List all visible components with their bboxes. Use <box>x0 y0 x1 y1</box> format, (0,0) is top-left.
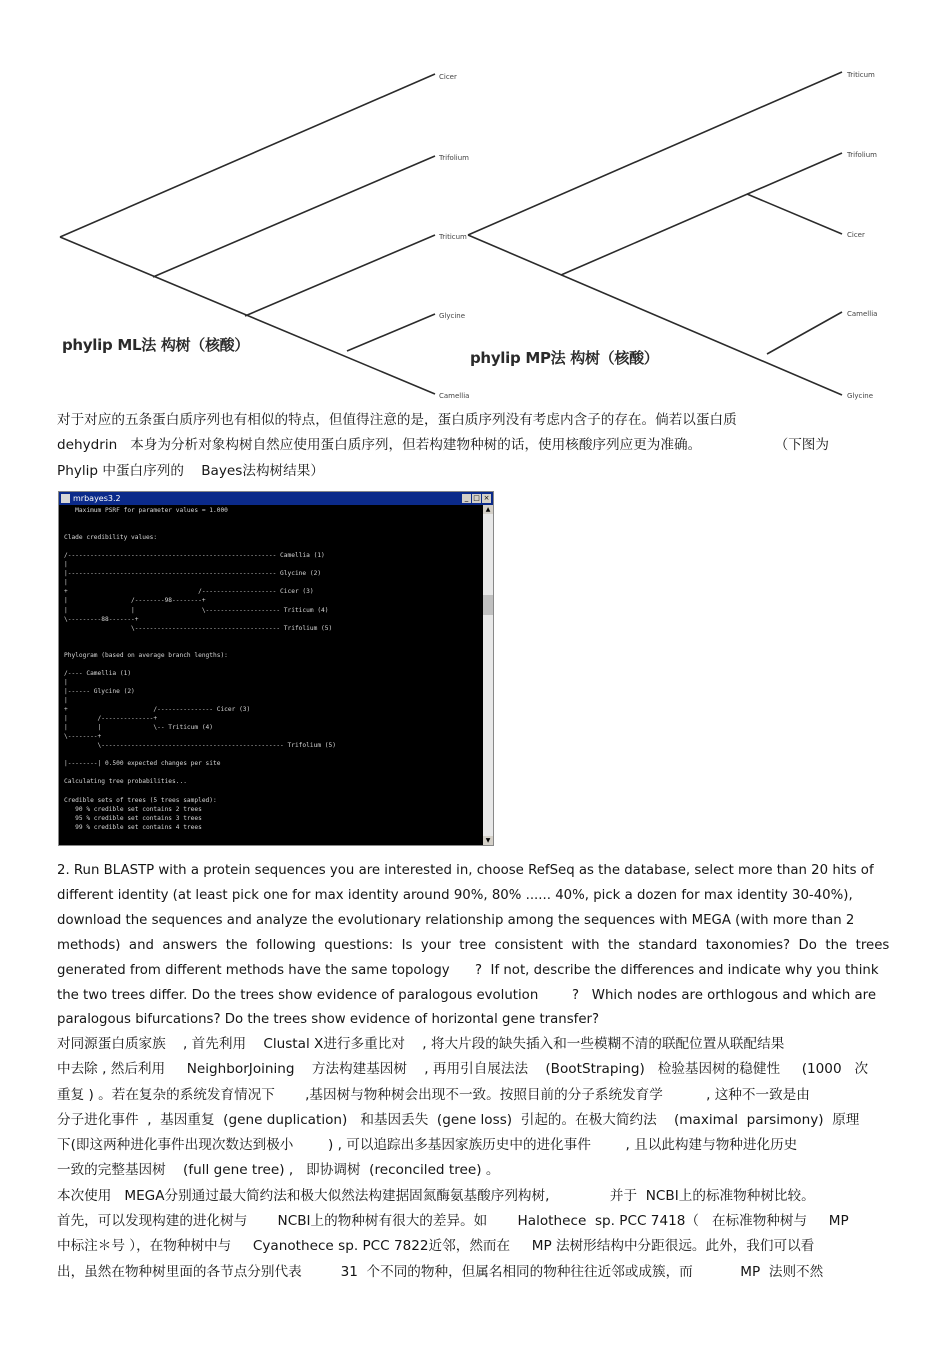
ml-branch <box>347 314 435 351</box>
console-line: \------------------------------------------------- Trifolium (5) <box>64 742 336 750</box>
text-line: Phylip 中蛋白序列的 Bayes法构树结果） <box>57 462 324 479</box>
mp-taxon-label: Trifolium <box>847 151 877 159</box>
console-line: + /--------------- Cicer (3) <box>64 706 251 714</box>
console-line: Phylogram (based on average branch lengths): <box>64 651 228 659</box>
paragraph-question-2 <box>57 859 891 1033</box>
text-line: different identity (at least pick one for max identity around 90%, 80% ...... 40%, pick a dozen for max identity 30-40%), <box>57 887 853 903</box>
app-icon <box>61 494 70 503</box>
console-line: \--------------------------------------- Trifolium (5) <box>64 624 333 632</box>
console-line: /-------------------------------------------------------- Camellia (1) <box>64 552 325 560</box>
mp-branch <box>767 312 842 354</box>
mp-tree-caption: phylip MP法 构树（核酸） <box>470 349 659 367</box>
paragraph-answer <box>57 1032 891 1285</box>
text-line: paralogous bifurcations? Do the trees show evidence of horizontal gene transfer? <box>57 1012 600 1028</box>
ml-branch <box>153 156 435 277</box>
ml-taxon-label: Glycine <box>439 312 466 320</box>
window-title: mrbayes3.2 <box>73 494 121 503</box>
console-line: | <box>64 561 68 569</box>
ml-taxon-label: Camellia <box>439 392 470 400</box>
ml-taxon-label: Triticum <box>439 233 467 241</box>
console-line: | | \-- Triticum (4) <box>64 724 214 732</box>
console-line: |--------| 0.500 expected changes per site <box>64 760 221 768</box>
mp-taxon-label: Cicer <box>847 231 865 239</box>
ml-taxon-label: Trifolium <box>439 154 469 162</box>
text-line: 2. Run BLASTP with a protein sequences you are interested in, choose RefSeq as the database, select more than 20 hits of <box>57 863 874 878</box>
text-line: 中标注＊号 ），在物种树中与 Cyanothece sp. PCC 7822近邻，然而在 MP 法树形结构中分距很远。此外，我们可以看 <box>57 1238 815 1255</box>
text-line: 对同源蛋白质家族 , 首先利用 Clustal X进行多重比对 , 将大片段的缺失插入和一些模糊不清的联配位置从联配结果 <box>57 1036 785 1052</box>
minimize-button[interactable]: _ <box>462 494 471 503</box>
text-line: dehydrin 本身为分析对象构树自然应使用蛋白质序列，但若构建物种树的话，使用核酸序列应更为准确。 （下图为 <box>57 437 829 454</box>
ml-branch <box>245 235 435 316</box>
console-output <box>64 506 481 841</box>
console-line: |------ Glycine (2) <box>64 687 135 695</box>
console-line <box>64 515 481 524</box>
console-line: + /-------------------- Cicer (3) <box>64 588 314 596</box>
console-line: 90 % credible set contains 2 trees <box>64 805 202 813</box>
console-line <box>64 542 481 551</box>
mp-branch <box>468 235 842 395</box>
console-line: | | \-------------------- Triticum (4) <box>64 606 329 614</box>
console-line: | <box>64 678 68 686</box>
ml-taxon-label: Cicer <box>439 73 457 81</box>
ml-branch <box>60 74 435 237</box>
text-line: generated from different methods have the same topology ? If not, describe the differences and indicate why you think <box>57 962 879 978</box>
window-titlebar[interactable] <box>59 492 493 505</box>
console-line: | /--------------+ <box>64 715 158 723</box>
mp-branch <box>747 194 842 234</box>
console-line: Calculating tree probabilities... <box>64 778 187 786</box>
console-line: \---------88-------+ <box>64 615 139 623</box>
console-line <box>64 660 481 669</box>
console-line: Credible sets of trees (5 trees sampled): <box>64 796 217 804</box>
ml-tree-caption: phylip ML法 构树（核酸） <box>62 336 250 354</box>
text-line: 首先，可以发现构建的进化树与 NCBI上的物种树有很大的差异。如 Halothece sp. PCC 7418（ 在标准物种树与 MP <box>57 1213 849 1230</box>
mp-taxon-label: Triticum <box>847 71 875 79</box>
scroll-up-arrow-icon[interactable]: ▲ <box>483 505 493 514</box>
console-line: Clade credibility values: <box>64 534 158 542</box>
console-line: Maximum PSRF for parameter values = 1.000 <box>64 507 228 514</box>
console-line: 95 % credible set contains 3 trees <box>64 814 202 822</box>
console-line: |-------------------------------------------------------- Glycine (2) <box>64 570 322 578</box>
text-line: 本次使用 MEGA分别通过最大简约法和极大似然法构建据固氮酶氨基酸序列构树, 并于 NCBI上的标准物种树比较。 <box>57 1187 815 1204</box>
console-line <box>64 642 481 651</box>
console-line: | <box>64 696 68 704</box>
paragraph-protein-intro <box>57 408 891 484</box>
text-line: the two trees differ. Do the trees show evidence of paralogous evolution ? Which nodes are orthlogous and which are <box>57 987 877 1003</box>
mrbayes-console-window <box>58 491 494 846</box>
mp-taxon-label: Camellia <box>847 310 878 318</box>
console-line: 99 % credible set contains 4 trees <box>64 823 202 831</box>
console-line <box>64 768 481 777</box>
maximize-button[interactable]: □ <box>473 494 480 502</box>
text-line: methods) and answers the following questions: Is your tree consistent with the standard taxonomies? Do the trees <box>57 937 890 953</box>
text-line: 中去除 , 然后利用 NeighborJoining 方法构建基因树 , 再用引自展法法 (BootStraping) 检验基因树的稳健性 (1000 次 <box>57 1061 869 1078</box>
close-button[interactable]: × <box>483 494 490 502</box>
text-line: 下(即这两种进化事件出现次数达到极小 ) , 可以追踪出多基因家族历史中的进化事件 , 且以此构建与物种进化历史 <box>57 1137 798 1154</box>
scroll-down-arrow-icon[interactable]: ▼ <box>483 836 493 845</box>
console-line: | <box>64 579 68 587</box>
text-line: 对于对应的五条蛋白质序列也有相似的特点，但值得注意的是，蛋白质序列没有考虑内含子的存在。倘若以蛋白质 <box>57 412 737 428</box>
vertical-scrollbar[interactable] <box>483 505 493 845</box>
text-line: download the sequences and analyze the evolutionary relationship among the sequences with MEGA (with more than 2 <box>57 912 855 928</box>
console-line <box>64 633 481 642</box>
scroll-thumb[interactable] <box>483 595 493 615</box>
text-line: 一致的完整基因树 (full gene tree) , 即协调树 (reconciled tree) 。 <box>57 1162 500 1179</box>
text-line: 重复 ) 。若在复杂的系统发育情况下 ,基因树与物种树会出现不一致。按照目前的分子系统发育学 , 这种不一致是由 <box>57 1086 810 1103</box>
console-line <box>64 786 481 795</box>
console-line: \--------+ <box>64 733 102 741</box>
text-line: 出，虽然在物种树里面的各节点分别代表 31 个不同的物种，但属名相同的物种往往近邻或成簇，而 MP 法则不然 <box>57 1263 824 1280</box>
console-line: | /--------98--------+ <box>64 597 206 605</box>
console-line <box>64 750 481 759</box>
mp-branch <box>561 153 842 275</box>
console-line: /---- Camellia (1) <box>64 669 132 677</box>
console-line <box>64 524 481 533</box>
mp-taxon-label: Glycine <box>847 392 874 400</box>
text-line: 分子进化事件 , 基因重复 (gene duplication) 和基因丢失 (gene loss) 引起的。在极大简约法 (maximal parsimony) 原理 <box>57 1111 860 1128</box>
ml-tree-figure <box>55 62 475 407</box>
